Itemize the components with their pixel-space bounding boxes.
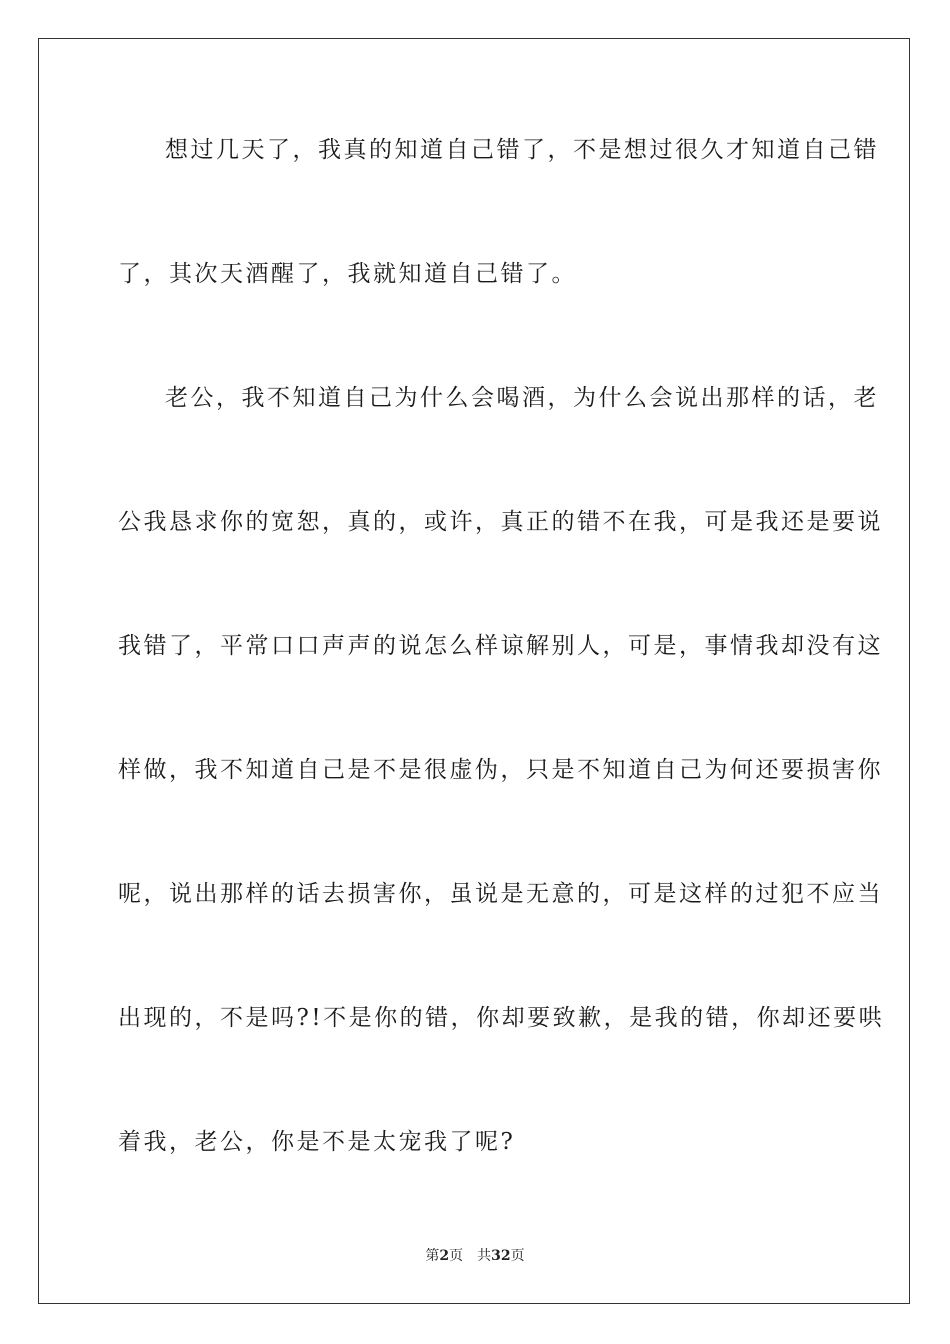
- paragraph-2-line-7: 着我，老公，你是不是太宠我了呢?: [118, 1129, 516, 1155]
- page-footer: [0, 1246, 950, 1266]
- current-page-number: 2: [439, 1248, 450, 1264]
- paragraph-2-line-5: 呢，说出那样的话去损害你，虽说是无意的，可是这样的过犯不应当: [118, 881, 883, 907]
- paragraph-2-line-1: 老公，我不知道自己为什么会喝酒，为什么会说出那样的话，老: [165, 385, 879, 411]
- page-border: [38, 38, 910, 1304]
- footer-page-suffix: 页: [449, 1248, 464, 1264]
- paragraph-2-line-2: 公我恳求你的宽恕，真的，或许，真正的错不在我，可是我还是要说: [118, 509, 883, 535]
- paragraph-2-line-4: 样做，我不知道自己是不是很虚伪，只是不知道自己为何还要损害你: [118, 757, 883, 783]
- footer-prefix: 第: [425, 1248, 440, 1264]
- paragraph-2-line-6: 出现的，不是吗?!不是你的错，你却要致歉，是我的错，你却还要哄: [118, 1005, 885, 1031]
- paragraph-1-line-1: 想过几天了，我真的知道自己错了，不是想过很久才知道自己错: [165, 137, 879, 163]
- paragraph-2-line-3: 我错了，平常口口声声的说怎么样谅解别人，可是，事情我却没有这: [118, 633, 883, 659]
- paragraph-1-line-2: 了，其次天酒醒了，我就知道自己错了。: [118, 261, 577, 287]
- footer-total-prefix: 共: [477, 1248, 492, 1264]
- total-pages-number: 32: [491, 1248, 511, 1264]
- footer-total-suffix: 页: [510, 1248, 525, 1264]
